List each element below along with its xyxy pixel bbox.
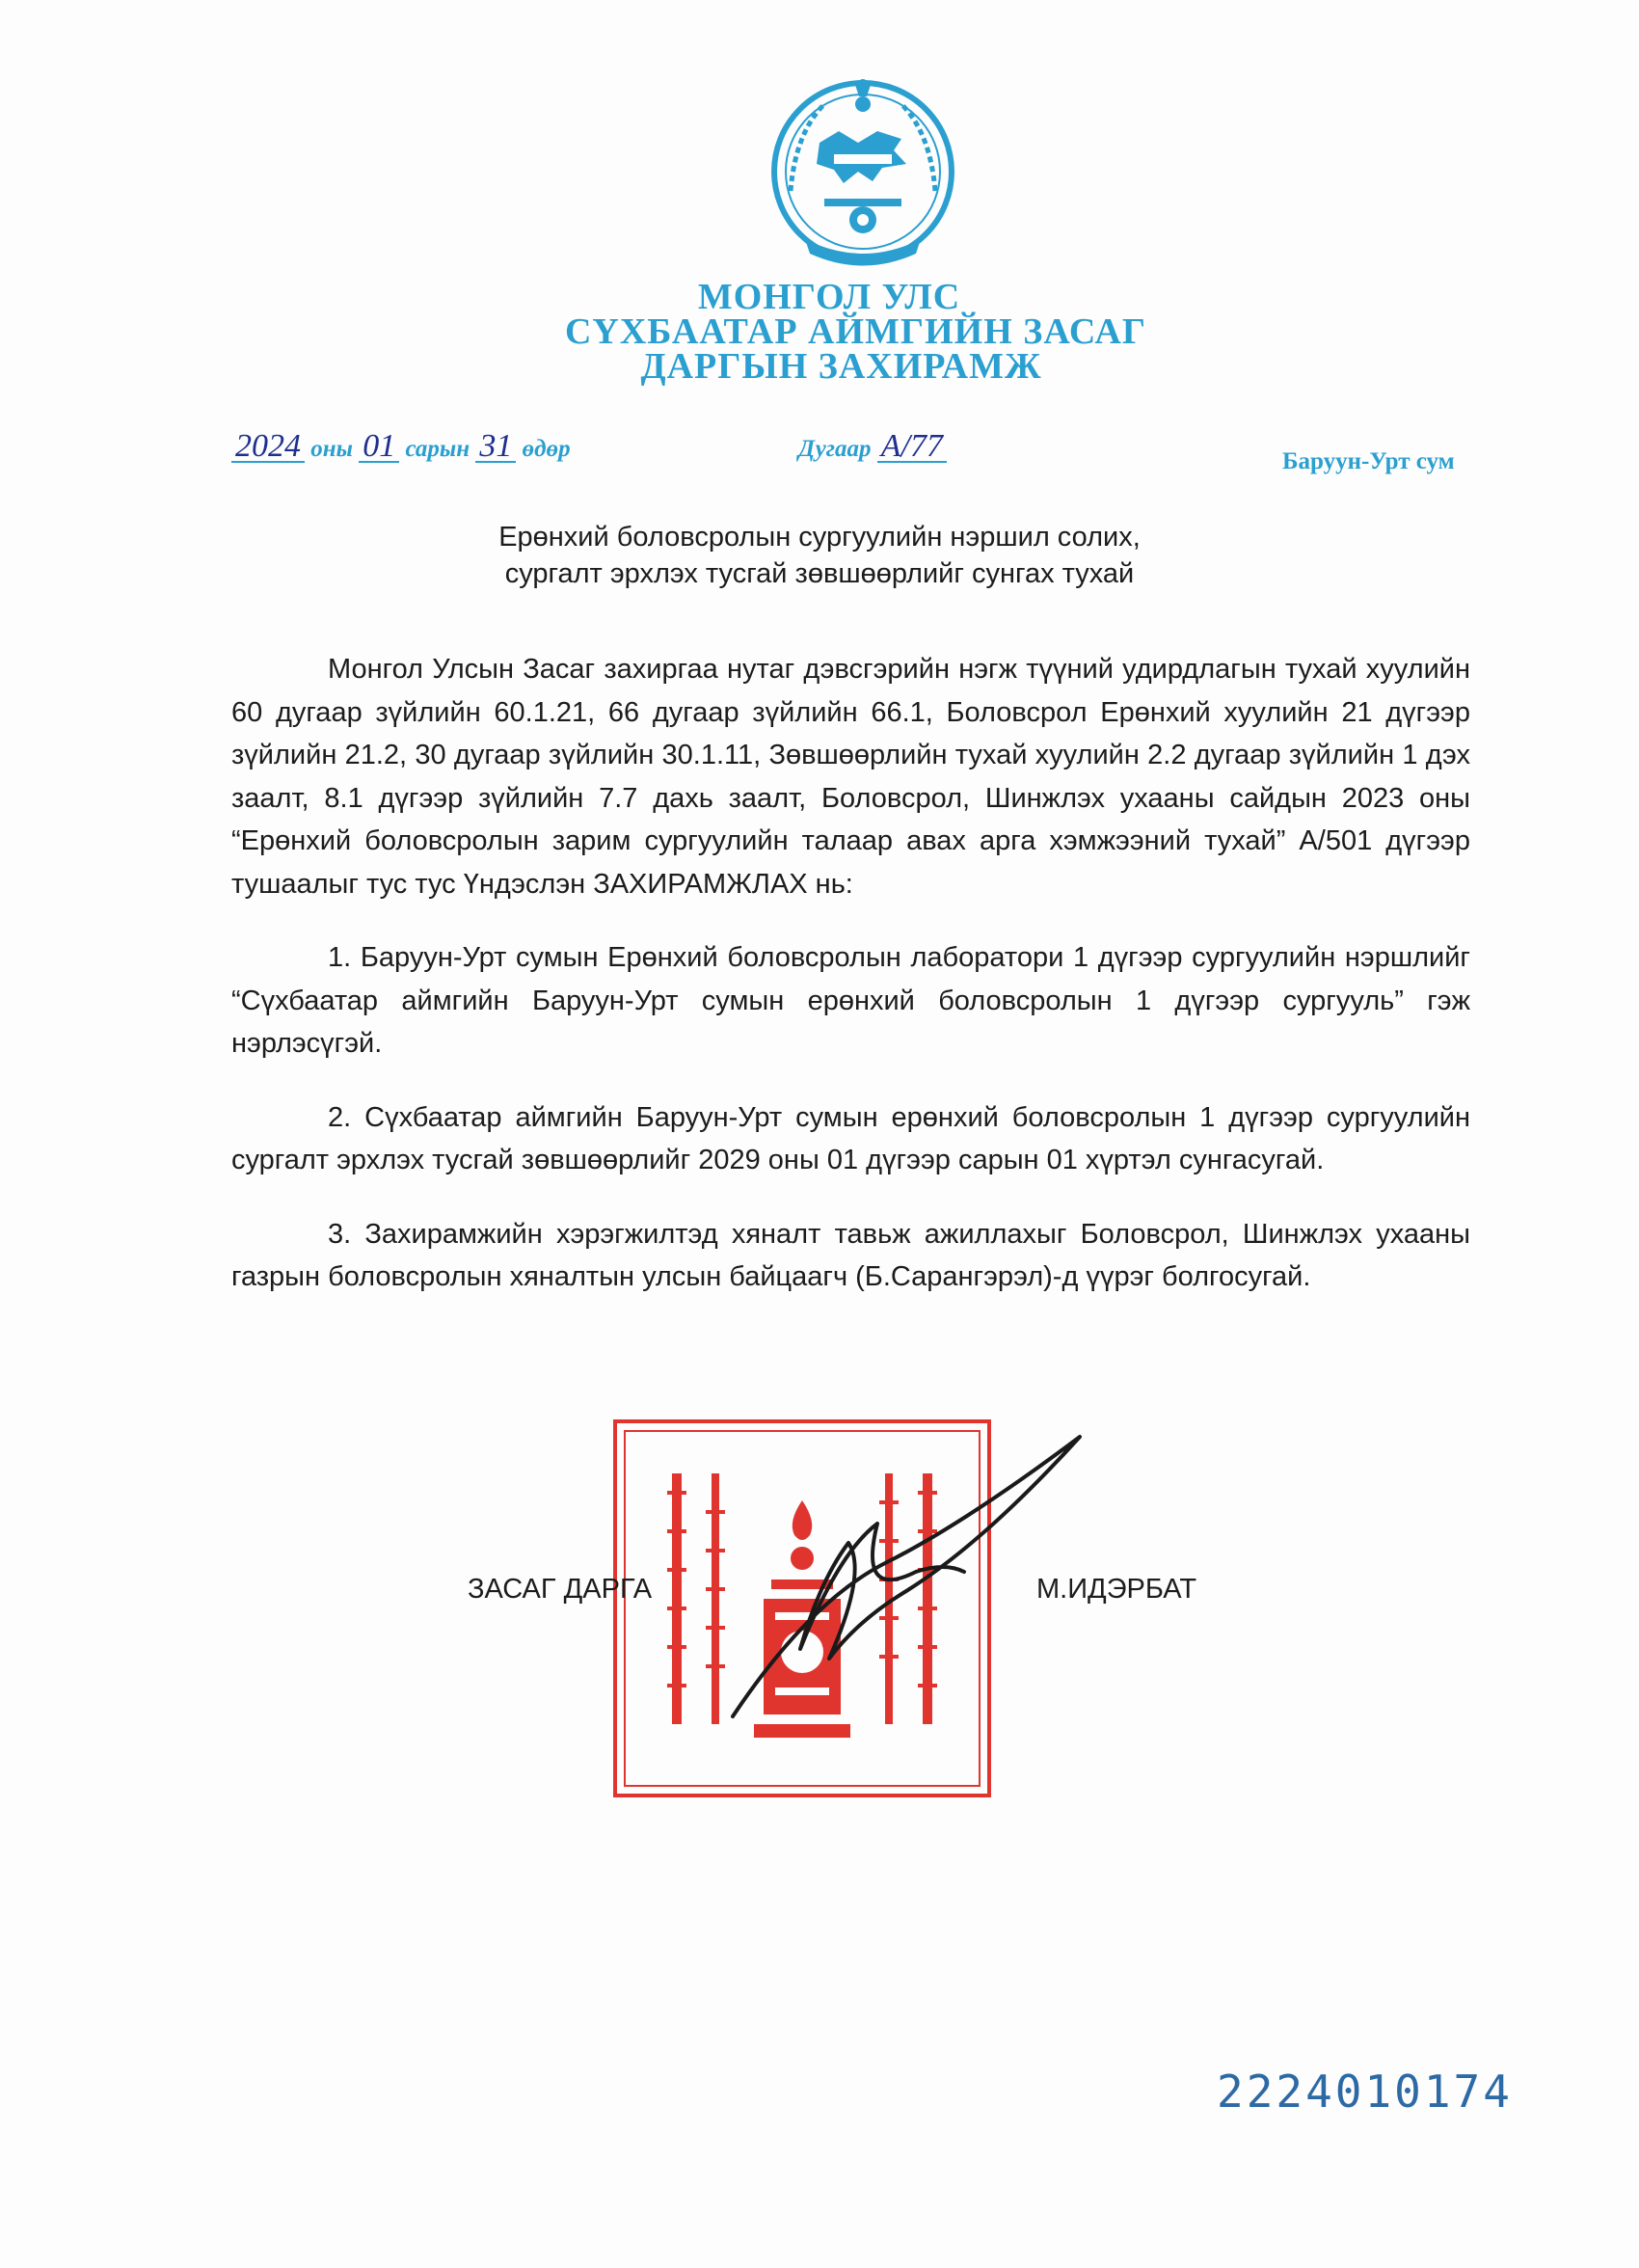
date-month-suffix: сарын <box>405 436 470 462</box>
date-day: 31 <box>475 432 516 463</box>
header-province: СҮХБААТАР АЙМГИЙН ЗАСАГ <box>564 311 1147 352</box>
decree-number <box>798 428 947 464</box>
signatory-title: ЗАСАГ ДАРГА <box>468 1574 653 1605</box>
number-value: А/77 <box>877 432 947 463</box>
clause-2: 2. Сүхбаатар аймгийн Баруун-Урт сумын ерөнхий боловсролын 1 дүгээр сургуулийн сургалт эрхлэх тусгай зөвшөөрлийг 2029 оны 01 дүгээр сарын 01 хүртэл сунгасугай. <box>231 1101 1470 1175</box>
decree-place: Баруун-Урт сум <box>1282 448 1455 474</box>
date-month: 01 <box>359 432 399 463</box>
clause-1: 1. Баруун-Урт сумын Ерөнхий боловсролын лаборатори 1 дүгээр сургуулийн нэршлийг “Сүхбаатар аймгийн Баруун-Урт сумын ерөнхий боловсролын 1 дүгээр сургууль” гэж нэрлэсүгэй. <box>231 942 1470 1059</box>
state-emblem-icon <box>766 75 959 278</box>
clause-3: 3. Захирамжийн хэрэгжилтэд хяналт тавьж ажиллахыг Боловсрол, Шинжлэх ухааны газрын боловсролын хяналтын улсын байцаагч (Б.Сарангэрэл)-д үүрэг болгосугай. <box>231 1218 1470 1292</box>
preamble-paragraph: Монгол Улсын Засаг захиргаа нутаг дэвсгэрийн нэгж түүний удирдлагын тухай хуулийн 60 дугаар зүйлийн 60.1.21, 66 дугаар зүйлийн 66.1, Боловсрол Ерөнхий хуулийн 21 дүгээр зүйлийн 21.2, 30 дугаар зүйлийн 30.1.11, Зөвшөөрлийн тухай хуулийн 2.2 дугаар зүйлийн 1 дэх заалт, 8.1 дүгээр зүйлийн 7.7 дахь заалт, Боловсрол, Шинжлэх ухааны сайдын 2023 оны “Ерөнхий боловсролын зарим сургуулийн талаар авах арга хэмжээний тухай” А/501 дүгээр тушаалыг тус тус Үндэслэн ЗАХИРАМЖЛАХ нь: <box>231 654 1470 900</box>
decree-body <box>231 648 1470 1330</box>
title-line-1: Ерөнхий боловсролын сургуулийн нэршил солих, <box>498 522 1141 553</box>
date-year: 2024 <box>231 432 305 463</box>
signatory-name: М.ИДЭРБАТ <box>1036 1574 1197 1605</box>
title-line-2: сургалт эрхлэх тусгай зөвшөөрлийг сунгах тухай <box>504 558 1135 589</box>
document-header <box>0 277 1639 387</box>
decree-date <box>231 428 571 464</box>
header-decree-type: ДАРГЫН ЗАХИРАМЖ <box>640 346 1042 387</box>
header-country: МОНГОЛ УЛС <box>697 277 961 317</box>
document-serial-number: 2224010174 <box>1217 2066 1513 2118</box>
date-year-suffix: оны <box>310 436 353 462</box>
decree-title <box>0 519 1639 592</box>
number-label: Дугаар <box>798 436 872 462</box>
date-day-suffix: өдөр <box>522 436 571 462</box>
